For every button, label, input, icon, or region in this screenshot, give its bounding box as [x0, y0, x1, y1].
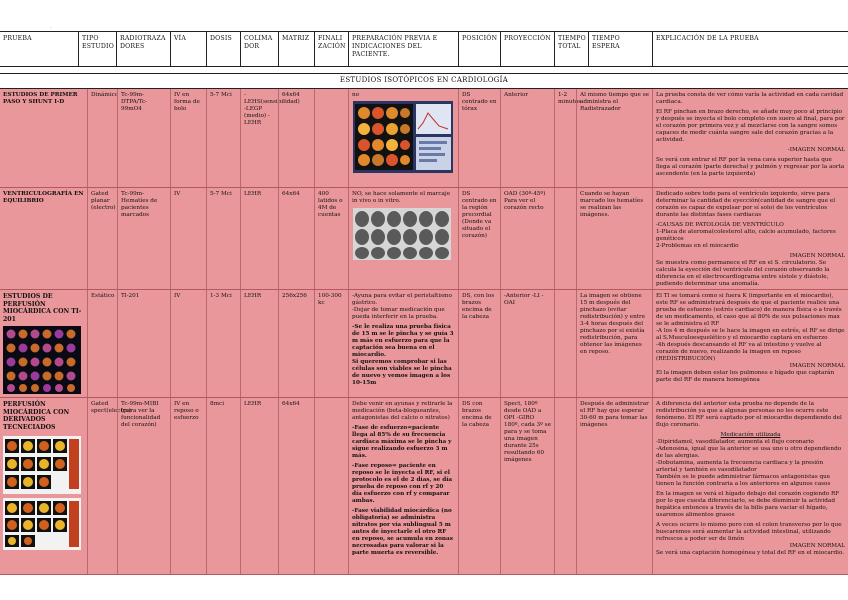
cell-tiempo: 1-2 minutos: [554, 89, 576, 187]
cell-tiempo: [554, 398, 576, 574]
cell-final: 100-300 kc: [314, 290, 348, 397]
cell-radio: Tl-201: [117, 290, 170, 397]
exp-p1: A diferencia del anterior esta prueba no depende de la redistribución ya que a algunas personas no les ocurre este fenómeno. El RF será captado por el miocardio dependiendo del flujo coronario.: [656, 401, 842, 428]
spect-image-2: [3, 498, 81, 550]
cell-exp: [652, 398, 848, 574]
exp-normal-label: IMAGEN NORMAL: [789, 543, 845, 549]
prep-p3: -Fase reposo= paciente en reposo se le inyecta el RF, si el protocolo es el de 2 días, se día prueba de reposo con rf y 20 día esfuerzo con rf y comparar ambas.: [352, 463, 453, 504]
cell-proy: Spect, 180º desde OAD a OPI -GIRO 180º, cada 3º se para y se toma una imagen durante 25s resultando 60 imágenes: [500, 398, 554, 574]
col-dosis: DOSIS: [206, 32, 240, 66]
cell-matriz: 64x64: [278, 188, 314, 289]
exp-p1: El Tl se tomará como si fuera K (importante en el miocardio), este RF se administrará después de que el paciente realice una prueba de esfuerzo (estrés cardiaco) de manera física o a través de un medicamento, el caso que al 80% de sus pulsaciones max se le administra el RF: [656, 293, 842, 327]
cell-espera: Al mismo tiempo que se administra el Radistrazador: [576, 89, 652, 187]
cell-pos: DS centrado en tórax: [458, 89, 500, 187]
cell-matriz: 256x256: [278, 290, 314, 397]
exp-p3: -4h después descansando el RF va al intestino y vuelve al corazón de nuevo, realizando la imagen en reposo (REDISTRIBUCIÓN): [656, 342, 822, 362]
cell-prueba: ESTUDIOS DE PRIMER PASO Y SHUNT I-D: [3, 92, 78, 105]
cell-final: [314, 89, 348, 187]
exp-p1: Dedicado sobre todo para el ventrículo izquierdo, sirve para determinar la cantidad de eyección(cantidad de sangre que el corazón es capaz de expulsar por sí solo) de los ventrículos durante las distintas fases cardiacas: [656, 191, 836, 218]
exp-p8: A veces ocurre lo mismo pero con el colon transverso por lo que buscaremos será aumentar la actividad intestinal, utilizando refrescos a poder ser de limón: [656, 522, 842, 542]
cell-final: 400 latidos o 4M de cuentas: [314, 188, 348, 289]
exp-p4: Se verá con entrar el RF por la vena cava superior hasta que llega al corazón (parte derecha) y pulmón y regresar por la aorta ascendente (en la parte izquierda): [656, 157, 845, 177]
cell-colim: LEHR: [240, 398, 278, 574]
cell-espera: Cuando se hayan marcado los hematíes se realizan las imágenes.: [576, 188, 652, 289]
cell-via: IV: [170, 188, 206, 289]
exp-p5: -Dobutamina, aumenta la frecuencia cardiaca y la presión arterial y también es vasodilatador: [656, 460, 824, 473]
cell-prueba: [0, 398, 87, 574]
exp-p3: 1-Placa de ateroma(colesterol alto, calcio acumulado, factores genéticos: [656, 229, 836, 242]
prep-p2: -Fase de esfuerzo=paciente llega al 85% de su frecuencia cardiaca máxima se le pincha y sigue realizando esfuerzo 3 m más.: [352, 425, 452, 459]
cell-tipo: Estático: [87, 290, 117, 397]
cell-pos: DS centrado en la región precordial (Donde va situado el corazón): [458, 188, 500, 289]
cell-prep: [348, 89, 458, 187]
col-espera: TIEMPO ESPERA: [588, 32, 652, 66]
col-radio: RADIOTRAZA DORES: [116, 32, 170, 66]
exp-p2: El RF pinchan en brazo derecho, se añade muy poco al principio y después se inyecta el bolo completo con suero al final, para por el corazón por primera vez y al mezclarse con la sangre somos capaces de medir cuánta sangre sale del corazón gracias a la actividad.: [656, 109, 845, 143]
col-matriz: MATRIZ: [278, 32, 314, 66]
table-row: [0, 398, 848, 575]
prep-p3: -Se le realiza una prueba física de 15 m se le pincha y se guía 3 m más en esfuerzo para que la captación sea buena en el miocardio.: [352, 324, 454, 358]
col-tiempo: TIEMPO TOTAL: [554, 32, 588, 66]
first-pass-scan-graphic: [353, 101, 453, 173]
cell-dosis: 8mci: [206, 398, 240, 574]
exp-p2: -CAUSAS DE PATOLOGÍA DE VENTRÍCULO: [656, 222, 784, 228]
col-final: FINALI ZACIÓN: [314, 32, 348, 66]
section-title: ESTUDIOS ISOTÓPICOS EN CARDIOLOGÍA: [0, 73, 848, 89]
spect-image-1: [3, 436, 81, 494]
cell-prueba: [0, 290, 87, 397]
spect-graphic-2: [3, 498, 81, 550]
exp-p5: El la imagen deben estar los pulmones e hígado que captarán parte del RF de manera homogénea: [656, 370, 835, 383]
cell-colim: LEHR: [240, 290, 278, 397]
cell-radio: Tc-99m-MIBI (para ver la funcionalidad del corazón): [117, 398, 170, 574]
cell-dosis: 5-7 Mci: [206, 89, 240, 187]
cell-tipo: Dinámico: [87, 89, 117, 187]
col-pos: POSICIÓN: [458, 32, 500, 66]
exp-p3: -Dipiridamol, vasodilatador, aumenta el flujo coronario: [656, 439, 814, 445]
prep-p1: Debe venir en ayunas y retirarle la medicación (beta-bloqueantes, antagonistas del calcio o nitratos): [352, 401, 453, 421]
cell-via: IV en reposo o esfuerzo: [170, 398, 206, 574]
prep-text: NO, se hace solamente el marcaje in vivo o in vitro.: [352, 191, 451, 204]
exp-p10: Se verá una captación homogénea y total del RF en el miocardio.: [656, 550, 845, 556]
prep-p1: -Ayuna para evitar el peristaltismo gástrico.: [352, 293, 452, 306]
exp-p4: 2-Problemas en el miocardio: [656, 243, 739, 249]
cell-espera: La imagen se obtiene 15 m después del pinchazo (evitar redistribución) y entre 3-4 horas después del pinchazo por si existía redistribución, para obtener las imágenes en reposo.: [576, 290, 652, 397]
exp-p1: La prueba consta de ver cómo varía la actividad en cada cavidad cardiaca.: [656, 92, 844, 105]
table-row: [0, 290, 848, 398]
cell-via: IV: [170, 290, 206, 397]
cell-dosis: 1-3 Mci: [206, 290, 240, 397]
cell-espera: Después de administrar el RF hay que esperar 30-60 m para tomar las imágenes: [576, 398, 652, 574]
cell-prueba: VENTRICULOGRAFÍA EN EQUILIBRIO: [3, 191, 84, 204]
col-tipo: TIPO ESTUDIO: [78, 32, 116, 66]
first-pass-scan-image: [353, 101, 453, 173]
exp-p6: Se muestra como permanece el RF en el S. circulatorio. Se calcula la eyección del ventrículo del corazón observando la diferencia en el electrocardiograma entre sístole y diástole, pudiendo determinar una anomalía.: [656, 260, 830, 287]
prep-text: no: [352, 92, 360, 98]
ventriculography-image: [353, 208, 451, 260]
cell-matriz: 64x64: [278, 398, 314, 574]
prueba-title: ESTUDIOS DE PERFUSIÓN MIOCÁRDICA CON TI-201: [3, 293, 82, 323]
cell-radio: Tc-99m-Hematíes de pacientes marcados: [117, 188, 170, 289]
table-row: [0, 89, 848, 188]
exp-normal-label: IMAGEN NORMAL: [789, 253, 845, 259]
cell-tipo: Gated planar (electro): [87, 188, 117, 289]
prueba-title: PERFUSIÓN MIOCÁRDICA CON DERIVADOS TECNECIADOS: [3, 401, 70, 431]
cell-proy: Anterior: [500, 89, 554, 187]
cell-colim: -LEHS(sensibilidad) -LEGP (medio) -LEHR: [240, 89, 278, 187]
cell-tiempo: [554, 188, 576, 289]
exp-med-title: Medicación utilizada: [720, 432, 781, 438]
cell-exp: [652, 89, 848, 187]
ventriculography-graphic: [353, 208, 451, 260]
prep-p2: -Dejar de tomar medicación que pueda interferir en la prueba.: [352, 307, 445, 320]
cell-via: IV en forma de bolo: [170, 89, 206, 187]
cell-colim: LEHR: [240, 188, 278, 289]
prep-p4: Si queremos comprobar si las células son viables se le pincha de nuevo y vemos imagen a los 10-15m: [352, 359, 452, 386]
col-prep: PREPARACIÓN PREVIA E INDICACIONES DEL PACIENTE.: [348, 32, 458, 66]
cell-proy: -Anterior -LI -OAI: [500, 290, 554, 397]
table-row: [0, 188, 848, 290]
cell-pos: DS con brazos encima de la cabeza: [458, 398, 500, 574]
col-proy: PROYECCIÓN: [500, 32, 554, 66]
exp-p2: -A los 4 m después se le hace la imagen en estrés, el RF se dirige al S.Musculoesquelético y el miocardio captará en esfuerzo: [656, 328, 845, 341]
col-via: VÍA: [170, 32, 206, 66]
cell-matriz: 64x64: [278, 89, 314, 187]
cell-tiempo: [554, 290, 576, 397]
cell-prep: [348, 290, 458, 397]
exp-p7: En la imagen se verá el hígado debajo del corazón cogiendo RF por lo que cuesta diferenciarlo, se debe disminuir la actividad hepática entonces a través de la bilis para vaciar el hígado, usaremos alimentos grasos: [656, 491, 840, 518]
cell-final: [314, 398, 348, 574]
col-exp: EXPLICACIÓN DE LA PRUEBA: [652, 32, 848, 66]
cell-pos: DS, con los brazos encima de la cabeza: [458, 290, 500, 397]
cell-tipo: Gated spect(electro): [87, 398, 117, 574]
exp-normal-label: IMAGEN NORMAL: [789, 363, 845, 369]
page-mark: .: [50, 24, 52, 30]
cell-exp: [652, 188, 848, 289]
table-header: [0, 31, 848, 67]
col-prueba: PRUEBA: [3, 35, 32, 42]
cell-prep: [348, 188, 458, 289]
cell-radio: Tc-99m-DTPA/Tc-99mO4: [117, 89, 170, 187]
cell-proy: OAD (30º-45º) Para ver el corazón recto: [500, 188, 554, 289]
prep-p4: -Fase viabilidad miocárdica (no obligatoria) se administra nitratos por vía sublingual 5 m antes de inyectarle el otro RF en reposo, se acumula en zonas necrosadas para valorar si la parte muerta es reversible.: [352, 508, 453, 556]
exp-p6: También se le puede administrar fármacos antagonistas que tienen la función contraria a los anteriores en algunos casos: [656, 474, 831, 487]
cell-exp: [652, 290, 848, 397]
frame-grid: [355, 104, 413, 170]
exp-p4: -Adenosina, igual que la anterior se usa uno u otro dependiendo de las alergias.: [656, 446, 842, 459]
exp-normal-label: -IMAGEN NORMAL: [787, 147, 845, 153]
spect-graphic-1: [3, 436, 81, 494]
tl201-scan-image: [3, 326, 81, 394]
col-colim: COLIMA DOR: [240, 32, 278, 66]
tl201-scan-graphic: [3, 326, 81, 394]
cell-prep: [348, 398, 458, 574]
cell-dosis: 5-7 Mci: [206, 188, 240, 289]
